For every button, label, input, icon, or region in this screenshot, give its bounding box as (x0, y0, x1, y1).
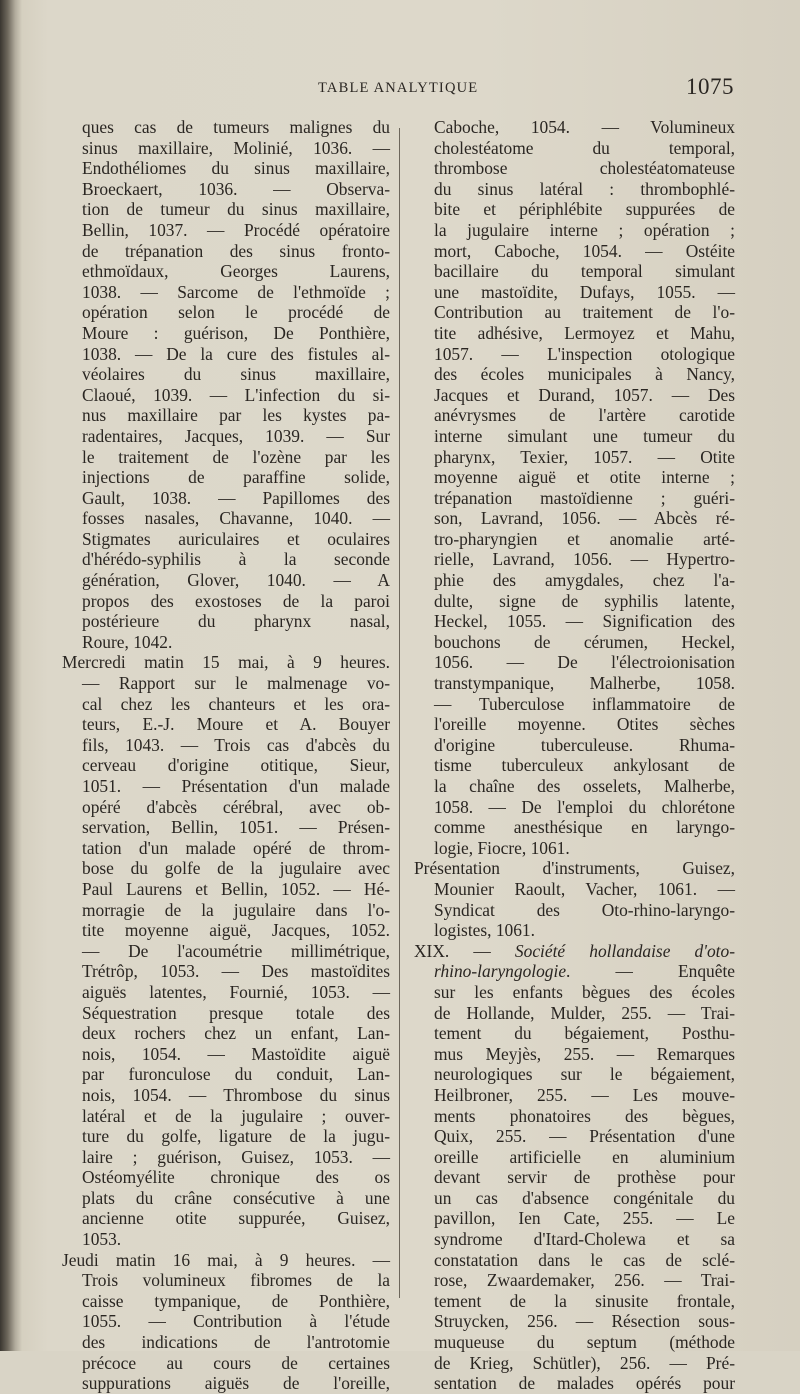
text-line: bose du golfe de la jugulaire avec (82, 858, 390, 879)
text-line: d'origine tuberculeuse. Rhuma- (434, 734, 735, 755)
text-line: cerveau d'origine otitique, Sieur, (82, 755, 390, 776)
text-line: tation d'un malade opéré de throm- (82, 837, 390, 858)
text-line: des écoles municipales à Nancy, (434, 364, 735, 385)
text-line: dulte, signe de syphilis latente, (434, 590, 735, 611)
text-line: Bellin, 1037. — Procédé opératoire (82, 219, 390, 240)
text-line: d'hérédo-syphilis à la seconde (82, 549, 390, 570)
text-line: Jeudi matin 16 mai, à 9 heures. — (62, 1249, 390, 1270)
text-line: de Krieg, Schütler), 256. — Pré- (434, 1352, 735, 1373)
text-line: Quix, 255. — Présentation d'une (434, 1126, 735, 1147)
text-line: Endothéliomes du sinus maxillaire, (82, 158, 390, 179)
text-line: sinus maxillaire, Molinié, 1036. — (82, 137, 390, 158)
text-line: tite adhésive, Lermoyez et Mahu, (434, 322, 735, 343)
text-line: fils, 1043. — Trois cas d'abcès du (82, 734, 390, 755)
text-line: bacillaire du temporal simulant (434, 261, 735, 282)
text-line: tro-pharyngien et anomalie arté- (434, 528, 735, 549)
text-line: Struycken, 256. — Résection sous- (434, 1311, 735, 1332)
text-line: Moure : guérison, De Ponthière, (82, 322, 390, 343)
text-line: Paul Laurens et Bellin, 1052. — Hé- (82, 878, 390, 899)
text-line: tisme tuberculeux ankylosant de (434, 755, 735, 776)
text-line: la jugulaire interne ; opération ; (434, 219, 735, 240)
text-line: Trétrôp, 1053. — Des mastoïdites (82, 961, 390, 982)
text-line: 1058. — De l'emploi du chlorétone (434, 796, 735, 817)
text-line: rose, Zwaardemaker, 256. — Trai- (434, 1270, 735, 1291)
italic-title: Société hollandaise d'oto- (514, 940, 735, 961)
text-line: Trois volumineux fibromes de la (82, 1270, 390, 1291)
text-line: tement de la sinusite frontale, (434, 1290, 735, 1311)
text-line: transtympanique, Malherbe, 1058. (434, 673, 735, 694)
text-line: devant servir de prothèse pour (434, 1167, 735, 1188)
text-line: rielle, Lavrand, 1056. — Hypertro- (434, 549, 735, 570)
text-line: logistes, 1061. (434, 920, 535, 941)
text-line: de trépanation des sinus fronto- (82, 240, 390, 261)
text-line: cal chez les chanteurs et les ora- (82, 693, 390, 714)
text-line: Heilbroner, 255. — Les mouve- (434, 1084, 735, 1105)
text-line: — Rapport sur le malmenage vo- (82, 673, 390, 694)
text-line: caisse tympanique, de Ponthière, (82, 1290, 390, 1311)
text-line: logie, Fiocre, 1061. (434, 837, 570, 858)
text-line: XIX. — Société hollandaise d'oto- (414, 940, 735, 961)
text-line: rhino-laryngologie. — Enquête (434, 961, 735, 982)
right-column (414, 117, 735, 1394)
text-line: de Hollande, Mulder, 255. — Trai- (434, 1002, 735, 1023)
text-line: bite et périphlébite suppurées de (434, 199, 735, 220)
text-line: Mercredi matin 15 mai, à 9 heures. (62, 652, 390, 673)
text-line: 1053. (82, 1229, 122, 1250)
text-line: sur les enfants bègues des écoles (434, 981, 735, 1002)
text-line: par furonculose du conduit, Lan- (82, 1064, 390, 1085)
text-line: tement du bégaiement, Posthu- (434, 1023, 735, 1044)
page-number: 1075 (686, 74, 734, 99)
text-line: 1038. — De la cure des fistules al- (82, 343, 390, 364)
text-line: injections de paraffine solide, (82, 467, 390, 488)
text-line: nois, 1054. — Thrombose du sinus (82, 1084, 390, 1105)
text-line: syndrome d'Itard-Cholewa et sa (434, 1229, 735, 1250)
text-line: sentation de malades opérés pour (434, 1373, 735, 1394)
text-line: Présentation d'instruments, Guisez, (414, 858, 735, 879)
text-line: radentaires, Jacques, 1039. — Sur (82, 425, 390, 446)
text-line: laire ; guérison, Guisez, 1053. — (82, 1146, 390, 1167)
text-line: la chaîne des osselets, Malherbe, (434, 776, 735, 796)
column-divider (399, 128, 400, 1298)
text-line: Broeckaert, 1036. — Observa- (82, 178, 390, 199)
text-line: teurs, E.-J. Moure et A. Bouyer (82, 714, 390, 735)
text-line: neurologiques sur le bégaiement, (434, 1064, 735, 1085)
text-line: moyenne aiguë et otite interne ; (434, 467, 735, 488)
text-line: Contribution au traitement de l'o- (434, 302, 735, 323)
text-line: mort, Caboche, 1054. — Ostéite (434, 240, 735, 261)
text-line: plats du crâne consécutive à une (82, 1187, 390, 1208)
text-line: son, Lavrand, 1056. — Abcès ré- (434, 508, 735, 529)
text-line: fosses nasales, Chavanne, 1040. — (82, 508, 390, 529)
text-line: bouchons de cérumen, Heckel, (434, 631, 735, 652)
text-line: Stigmates auriculaires et oculaires (82, 528, 390, 549)
text-line: interne simulant une tumeur du (434, 425, 735, 446)
text-line: constatation dans le cas de sclé- (434, 1249, 735, 1270)
text-line: Caboche, 1054. — Volumineux (434, 117, 735, 137)
text-line: mus Meyjès, 255. — Remarques (434, 1043, 735, 1064)
text-line: 1038. — Sarcome de l'ethmoïde ; (82, 281, 390, 302)
text-line: véolaires du sinus maxillaire, (82, 364, 390, 385)
text-line: Mounier Raoult, Vacher, 1061. — (434, 878, 735, 899)
text-line: 1057. — L'inspection otologique (434, 343, 735, 364)
text-line: ancienne otite suppurée, Guisez, (82, 1208, 390, 1229)
text-line: latéral et de la jugulaire ; ouver- (82, 1105, 390, 1126)
text-line: Ostéomyélite chronique des os (82, 1167, 390, 1188)
text-line: pavillon, Ien Cate, 255. — Le (434, 1208, 735, 1229)
text-line: nois, 1054. — Mastoïdite aiguë (82, 1043, 390, 1064)
text-line: — Tuberculose inflammatoire de (434, 693, 735, 714)
text-line: des indications de l'antrotomie (82, 1332, 390, 1353)
text-line: aiguës latentes, Fournié, 1053. — (82, 981, 390, 1002)
text-line: un cas d'absence congénitale du (434, 1187, 735, 1208)
text-line: cholestéatome du temporal, (434, 137, 735, 158)
text-line: tion de tumeur du sinus maxillaire, (82, 199, 390, 220)
text-line: précoce au cours de certaines (82, 1352, 390, 1373)
text-line: 1056. — De l'électroionisation (434, 652, 735, 673)
text-line: génération, Glover, 1040. — A (82, 570, 390, 591)
text-line: 1055. — Contribution à l'étude (82, 1311, 390, 1332)
text-line: Syndicat des Oto-rhino-laryngo- (434, 899, 735, 920)
text-line: ques cas de tumeurs malignes du (82, 117, 390, 137)
text-line: comme anesthésique en laryngo- (434, 817, 735, 838)
text-line: Roure, 1042. (82, 631, 173, 652)
text-line: — De l'acoumétrie millimétrique, (82, 940, 390, 961)
text-line: Jacques et Durand, 1057. — Des (434, 384, 735, 405)
left-column (62, 117, 390, 1394)
text-line: du sinus latéral : thrombophlé- (434, 178, 735, 199)
text-line: ture du golfe, ligature de la jugu- (82, 1126, 390, 1147)
text-line: le traitement de l'ozène par les (82, 446, 390, 467)
text-line: oreille artificielle en aluminium (434, 1146, 735, 1167)
text-line: 1051. — Présentation d'un malade (82, 776, 390, 796)
text-line: opération selon le procédé de (82, 302, 390, 323)
text-line: Claoué, 1039. — L'infection du si- (82, 384, 390, 405)
text-line: anévrysmes de l'artère carotide (434, 405, 735, 426)
text-line: une mastoïdite, Dufays, 1055. — (434, 281, 735, 302)
text-line: tite moyenne aiguë, Jacques, 1052. (82, 920, 390, 941)
text-line: Heckel, 1055. — Signification des (434, 611, 735, 632)
text-line: muqueuse du septum (méthode (434, 1332, 735, 1353)
book-spine-shadow (0, 0, 22, 1351)
text-line: postérieure du pharynx nasal, (82, 611, 390, 632)
page-header (0, 76, 800, 102)
text-line: l'oreille moyenne. Otites sèches (434, 714, 735, 735)
running-title: TABLE ANALYTIQUE (318, 80, 479, 96)
text-line: servation, Bellin, 1051. — Présen- (82, 817, 390, 838)
text-line: Gault, 1038. — Papillomes des (82, 487, 390, 508)
text-line: deux rochers chez un enfant, Lan- (82, 1023, 390, 1044)
text-line: trépanation mastoïdienne ; guéri- (434, 487, 735, 508)
text-line: suppurations aiguës de l'oreille, (82, 1373, 390, 1394)
text-line: Séquestration presque totale des (82, 1002, 390, 1023)
italic-title: rhino-laryngologie (434, 961, 567, 982)
text-line: propos des exostoses de la paroi (82, 590, 390, 611)
text-line: nus maxillaire par les kystes pa- (82, 405, 390, 426)
text-line: thrombose cholestéatomateuse (434, 158, 735, 179)
text-line: phie des amygdales, chez l'a- (434, 570, 735, 591)
text-line: opéré d'abcès cérébral, avec ob- (82, 796, 390, 817)
text-line: ethmoïdaux, Georges Laurens, (82, 261, 390, 282)
text-line: pharynx, Texier, 1057. — Otite (434, 446, 735, 467)
text-line: morragie de la jugulaire dans l'o- (82, 899, 390, 920)
text-line: ments phonatoires des bègues, (434, 1105, 735, 1126)
